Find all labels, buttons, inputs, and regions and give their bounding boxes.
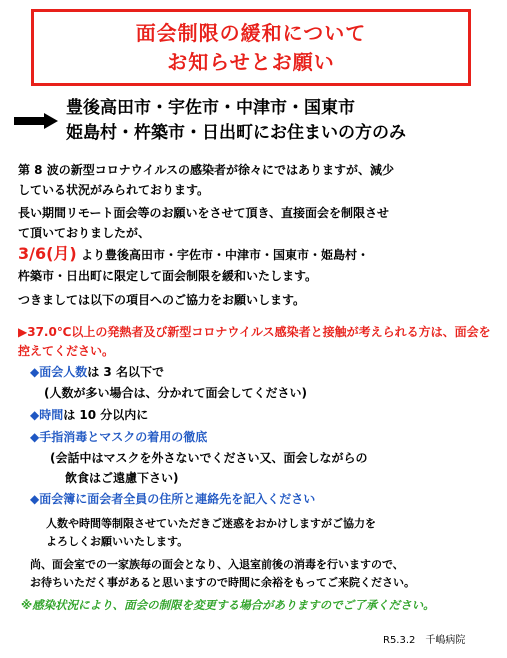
title-box [31, 9, 471, 86]
intro-line-4: て頂いておりましたが、 [18, 226, 151, 240]
time-value: は 10 分以内に [63, 408, 149, 422]
fever-warning: ▶37.0℃以上の発熱者及び新型コロナウイルス感染者と接触が考えられる方は、面会を控えてください。 [18, 325, 491, 358]
closing-line-2: よろしくお願いいたします。 [46, 535, 189, 548]
rule-visitors [30, 362, 164, 382]
title-line-2: お知らせとお願い [167, 49, 335, 74]
diamond-bullet-icon: ◆ [30, 492, 40, 506]
hygiene-text: 手指消毒とマスクの着用の徹底 [39, 430, 208, 444]
right-arrow-icon [14, 113, 58, 129]
intro-line-5-text: より豊後高田市・宇佐市・中津市・国東市・姫島村・ [80, 248, 369, 262]
closing-line-1: 人数や時間等制限させていただきご迷惑をおかけしますがご協力を [46, 517, 376, 530]
intro-line-5 [18, 244, 369, 265]
hygiene-note-1: (会話中はマスクを外さないでください又、面会しながらの [50, 451, 368, 465]
region-line-1: 豊後高田市・宇佐市・中津市・国東市 [66, 98, 355, 118]
diamond-bullet-icon: ◆ [30, 408, 40, 422]
visitors-value: は 3 名以下で [87, 365, 164, 379]
time-label: 時間 [39, 408, 64, 422]
region-line-2: 姫島村・杵築市・日出町にお住まいの方のみ [66, 123, 406, 143]
signature: R5.3.2 千嶋病院 [383, 635, 466, 646]
rule-hygiene [30, 427, 207, 447]
rule-time [30, 405, 148, 425]
intro-line-6: 杵築市・日出町に限定して面会制限を緩和いたします。 [18, 269, 318, 283]
title-line-1: 面会制限の緩和について [135, 20, 367, 45]
closing-line-3: 尚、面会室での一家族毎の面会となり、入退室前後の消毒を行いますので、 [30, 558, 404, 571]
intro-line-2: している状況がみられております。 [18, 183, 210, 197]
change-notice: ※感染状況により、面会の制限を変更する場合がありますのでご了承ください。 [21, 598, 435, 612]
diamond-bullet-icon: ◆ [30, 365, 40, 379]
intro-line-7: つきましては以下の項目へのご協力をお願いします。 [18, 293, 306, 307]
visitors-label: 面会人数 [39, 365, 88, 379]
register-text: 面会簿に面会者全員の住所と連絡先を記入ください [39, 492, 316, 506]
visitors-note: (人数が多い場合は、分かれて面会してください) [44, 386, 307, 400]
reopen-date: 3/6(月) [18, 244, 77, 263]
rule-register [30, 489, 315, 509]
intro-line-1: 第 8 波の新型コロナウイルスの感染者が徐々にではありますが、減少 [18, 163, 394, 177]
intro-line-3: 長い期間リモート面会等のお願いをさせて頂き、直接面会を制限させ [18, 206, 390, 220]
hygiene-note-2: 飲食はご遠慮下さい) [65, 471, 179, 485]
closing-line-4: お待ちいただく事があると思いますので時間に余裕をもってご来院ください。 [30, 576, 415, 589]
diamond-bullet-icon: ◆ [30, 430, 40, 444]
